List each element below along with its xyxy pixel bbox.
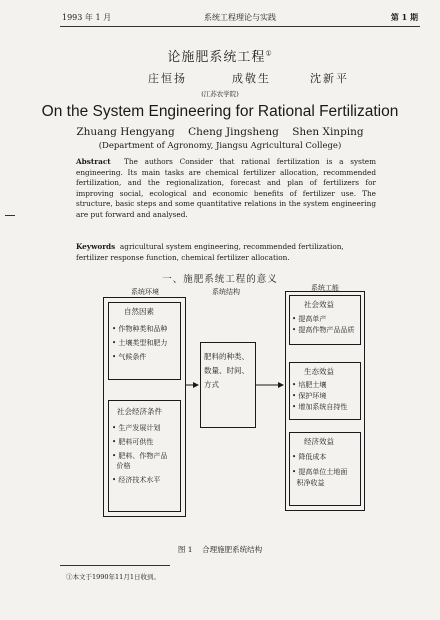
column-header-function: 系统工能 [311,284,339,292]
header-issue: 第 1 期 [390,12,418,22]
economic-benefit-item: • 提高单位土地面 [292,468,348,476]
socio-economic-item: 价格 [112,462,131,470]
natural-factor-item: • 土壤类型和肥力 [112,339,168,347]
socio-economic-item: • 经济技术水平 [112,476,161,484]
header-rule [60,26,420,27]
socio-economic-title: 社会经济条件 [117,407,162,416]
structure-line: 数量、时间、 [204,366,249,375]
socio-economic-item: • 肥料、作物产品 [112,452,168,460]
header-date: 1993 年 1 月 [62,13,112,22]
footnote: ①本文于1990年11月1日收到。 [66,573,160,581]
english-authors: Zhuang Hengyang Cheng Jingsheng Shen Xinping [76,126,364,138]
column-header-environment: 系统环境 [131,288,159,296]
section-heading: 一、施肥系统工程的意义 [162,274,278,285]
social-benefit-item: • 提高单产 [292,315,327,323]
economic-benefit-item: 积净收益 [292,479,325,487]
economic-benefit-item: • 降低成本 [292,453,327,461]
social-benefit-item: • 提高作物产品品质 [292,326,355,334]
keywords-text: agricultural system engineering, recommended fertilization, fertilizer response function, chemical fertilizer allocation. [76,242,344,262]
structure-line: 肥料的种类、 [204,352,249,361]
title-footnote-mark: ① [265,49,273,58]
ecological-benefit-item: • 增加系统自持性 [292,403,348,411]
natural-factor-item: • 作物种类和品种 [112,325,168,333]
ecological-benefit-title: 生态效益 [304,367,334,376]
chinese-author: 成敬生 [232,72,271,85]
keywords [76,242,376,263]
chinese-affiliation: (江苏农学院) [201,90,239,98]
header-journal: 系统工程理论与实践 [204,13,276,22]
abstract-label: Abstract [76,157,111,166]
socio-economic-item: • 肥料可供性 [112,438,154,446]
running-header [62,12,418,26]
english-affiliation: (Department of Agronomy, Jiangsu Agricultural College) [98,141,342,151]
chinese-title-text: 论施肥系统工程 [167,50,266,65]
chinese-authors [148,70,378,86]
structure-line: 方式 [204,380,219,389]
keywords-label: Keywords [76,242,116,251]
natural-factors-title: 自然因素 [124,307,154,316]
ecological-benefit-item: • 保护环境 [292,392,327,400]
column-header-structure: 系统结构 [212,288,240,296]
footnote-rule [60,565,170,566]
natural-factor-item: • 气候条件 [112,353,147,361]
ecological-benefit-item: • 培肥土壤 [292,381,327,389]
chinese-title [0,46,440,65]
economic-benefit-title: 经济效益 [304,437,334,446]
socio-economic-item: • 生产发展计划 [112,424,161,432]
english-title: On the System Engineering for Rational Fertilization [41,103,399,120]
abstract-text: The authors Consider that rational fertilization is a system engineering. Its main tasks are chemical fertilizer allocation, recommended fertilization, and the regionalization, forecast and plan of fertilizers for improving social, ecological and economic benefits of fertilizer use. The structure, basic steps and some quantitative relations in the system engineering are put forward and analysed. [76,157,376,219]
chinese-author: 沈新平 [310,72,349,85]
chinese-author: 庄恒扬 [148,72,187,85]
margin-mark [5,215,15,216]
structure-text [204,350,249,392]
figure-caption: 图 1 合理施肥系统结构 [177,545,263,554]
social-benefit-title: 社会效益 [304,300,334,309]
abstract [76,157,376,221]
